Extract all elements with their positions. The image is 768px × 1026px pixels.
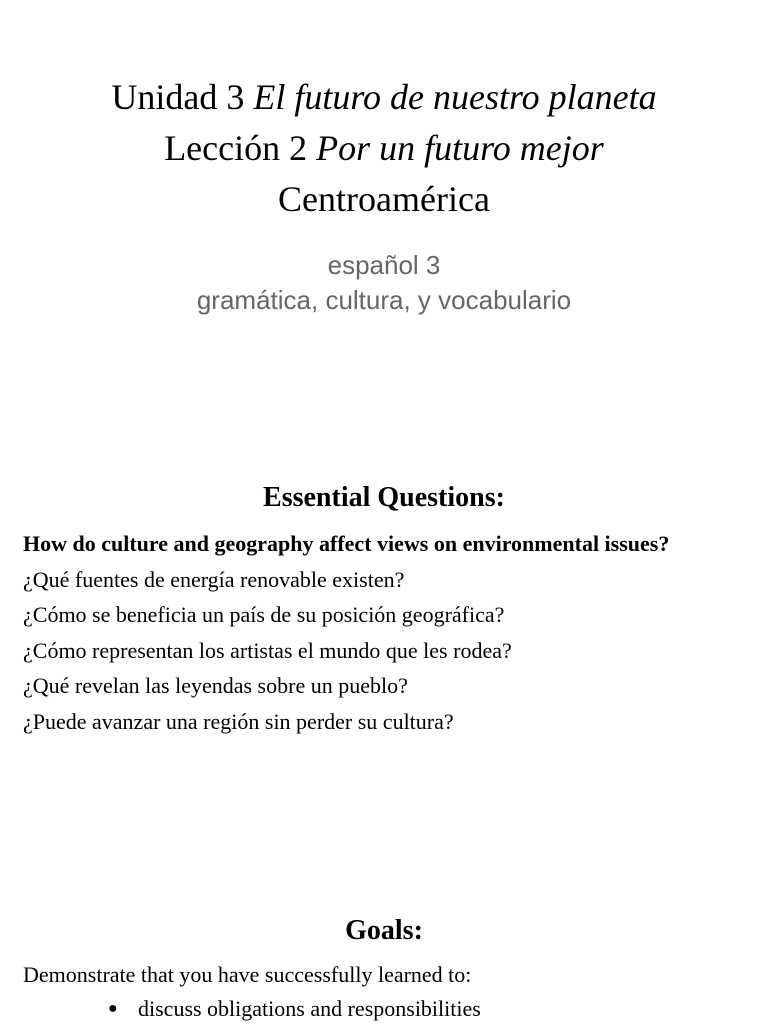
lesson-title: [0, 123, 768, 174]
goals-heading: Goals:: [345, 915, 423, 946]
question-item: ¿Puede avanzar una región sin perder su cultura?: [23, 708, 454, 734]
goals-list: [0, 992, 481, 1026]
region-title: Centroamérica: [278, 179, 490, 219]
essential-questions-list: [23, 526, 743, 739]
course-topics: gramática, cultura, y vocabulario: [196, 285, 572, 315]
goal-item: [0, 992, 481, 1026]
title-block: [0, 72, 768, 225]
bullet-icon: ●: [108, 1000, 118, 1017]
goal-text: discuss obligations and responsibilities: [138, 996, 481, 1021]
unit-name: El futuro de nuestro planeta: [253, 77, 657, 117]
course-subtitle: [0, 248, 768, 318]
course-name: español 3: [327, 250, 441, 280]
main-question: How do culture and geography affect views on environmental issues?: [23, 531, 670, 556]
unit-prefix: Unidad 3: [111, 77, 254, 117]
question-item: ¿Cómo representan los artistas el mundo que les rodea?: [23, 637, 512, 663]
lesson-prefix: Lección 2: [164, 128, 317, 168]
question-item: ¿Qué fuentes de energía renovable existen?: [23, 566, 405, 592]
goals-intro: Demonstrate that you have successfully learned to:: [23, 962, 472, 987]
lesson-name: Por un futuro mejor: [316, 128, 604, 168]
essential-questions-heading: Essential Questions:: [263, 482, 505, 513]
question-item: ¿Cómo se beneficia un país de su posición geográfica?: [23, 602, 505, 627]
question-item: ¿Qué revelan las leyendas sobre un pueblo?: [23, 673, 408, 698]
unit-title: [0, 72, 768, 123]
